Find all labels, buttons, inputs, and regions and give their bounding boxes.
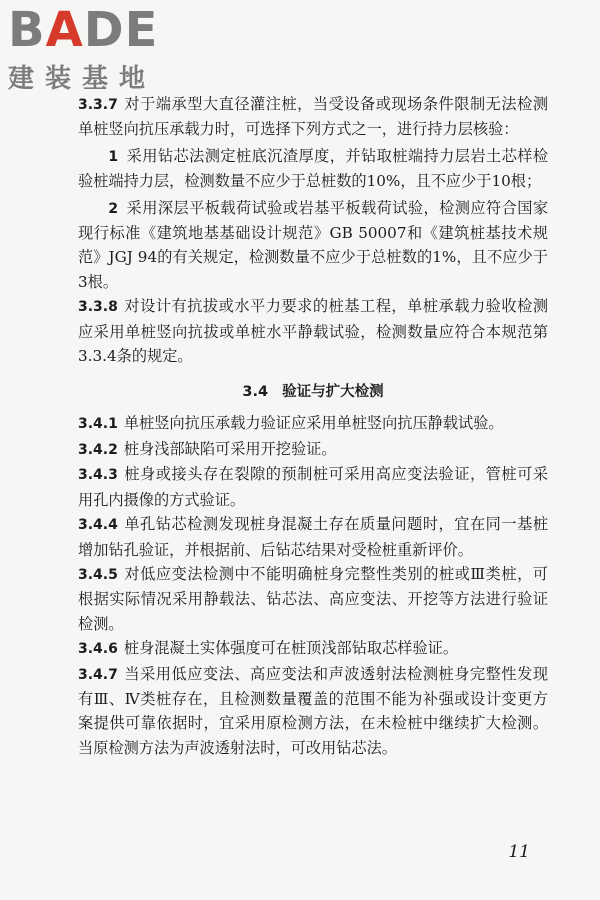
- clause-text: 当采用低应变法、高应变法和声波透射法检测桩身完整性发现有Ⅲ、Ⅳ类桩存在，且检测数量覆盖的范围不能为补强或设计变更方案提供可靠依据时，宜采用原检测方法，在未检桩中继续扩大检测。当原检测方法为声波透射法时，可改用钻芯法。: [78, 664, 548, 757]
- logo-wordmark: BADE: [8, 2, 159, 58]
- clause-text: 对于端承型大直径灌注桩，当受设备或现场条件限制无法检测单桩竖向抗压承载力时，可选择下列方式之一，进行持力层核验：: [78, 95, 548, 139]
- clause-text: 桩身或接头存在裂隙的预制桩可采用高应变法验证，管桩可采用孔内摄像的方式验证。: [78, 465, 548, 509]
- list-item: [78, 196, 548, 295]
- clause-number: 3.4.2: [78, 441, 118, 458]
- clause-number: 3.4.5: [78, 566, 118, 583]
- clause-3-3-7: [78, 92, 548, 142]
- clause-3-4-3: [78, 462, 548, 512]
- clause-text: 单桩竖向抗压承载力验证应采用单桩竖向抗压静载试验。: [123, 414, 504, 433]
- clause-3-4-1: [78, 411, 548, 436]
- clause-number: 3.4.4: [78, 517, 118, 534]
- clause-text: 桩身混凝土实体强度可在桩顶浅部钻取芯样验证。: [123, 639, 458, 658]
- clause-number: 3.4.1: [78, 416, 118, 433]
- section-heading: [78, 380, 548, 401]
- item-text: 采用钻芯法测定桩底沉渣厚度，并钻取桩端持力层岩土芯样检验桩端持力层，检测数量不应少于总桩数的10%，且不应少于10根；: [78, 146, 548, 191]
- clause-number: 3.3.8: [78, 299, 118, 316]
- clause-number: 3.4.6: [78, 641, 118, 658]
- clause-3-4-5: [78, 562, 548, 636]
- clause-3-4-2: [78, 437, 548, 462]
- item-number: 2: [108, 200, 119, 217]
- clause-number: 3.4.3: [78, 467, 118, 484]
- clause-text: 桩身浅部缺陷可采用开挖验证。: [123, 439, 337, 458]
- clause-3-3-8: [78, 294, 548, 368]
- clause-3-4-7: [78, 662, 548, 761]
- clause-text: 对低应变法检测中不能明确桩身完整性类别的桩或Ⅲ类桩，可根据实际情况采用静载法、钻芯法、高应变法、开挖等方法进行验证检测。: [78, 564, 548, 633]
- clause-text: 单孔钻芯检测发现桩身混凝土存在质量问题时，宜在同一基桩增加钻孔验证，并根据前、后钻芯结果对受检桩重新评价。: [78, 515, 548, 559]
- item-text: 采用深层平板载荷试验或岩基平板载荷试验，检测应符合国家现行标准《建筑地基基础设计规范》GB 50007和《建筑桩基技术规范》JGJ 94的有关规定，检测数量不应少于总桩数的1%，且不应少于3根。: [78, 198, 548, 291]
- clause-text: 对设计有抗拔或水平力要求的桩基工程，单桩承载力验收检测应采用单桩竖向抗拔或单桩水平静载试验，检测数量应符合本规范第3.3.4条的规定。: [78, 297, 548, 366]
- document-body: [78, 92, 548, 760]
- clause-number: 3.3.7: [78, 97, 118, 113]
- item-number: 1: [108, 148, 119, 165]
- brand-logo: [8, 2, 188, 94]
- section-number: 3.4: [242, 384, 269, 401]
- list-item: [78, 144, 548, 194]
- page-number: 11: [508, 842, 530, 862]
- clause-3-4-4: [78, 512, 548, 562]
- logo-subtitle: 建装基地: [8, 64, 157, 94]
- clause-3-4-6: [78, 636, 548, 661]
- section-title: 验证与扩大检测: [282, 384, 384, 401]
- clause-number: 3.4.7: [78, 666, 118, 683]
